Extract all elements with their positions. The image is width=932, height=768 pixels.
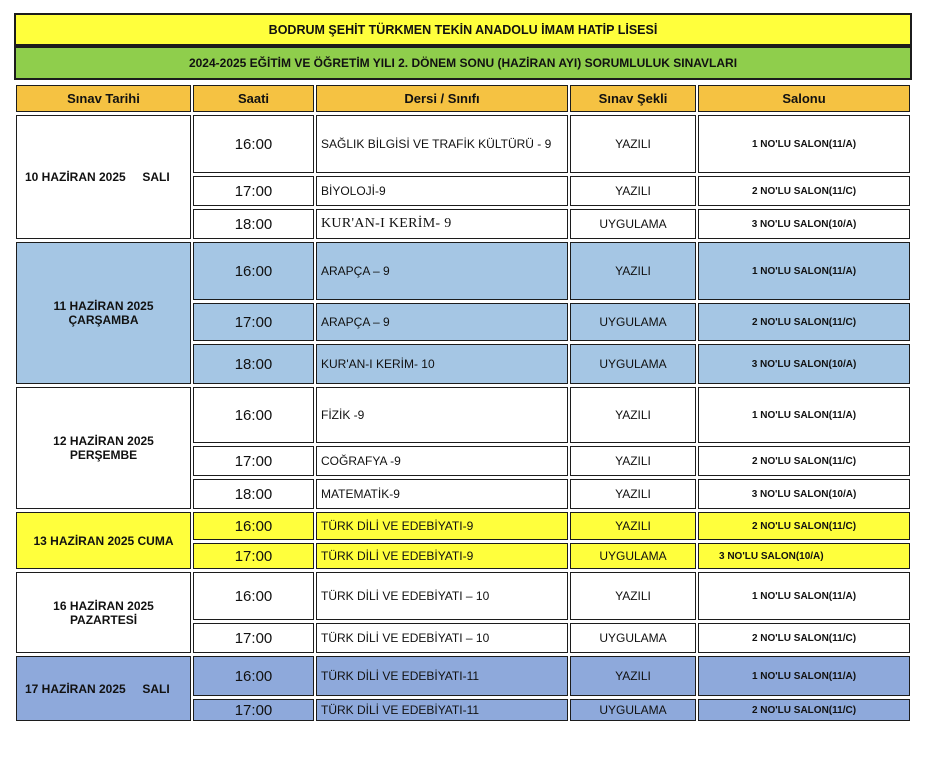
exam-time: 16:00 [193, 242, 314, 300]
exam-time: 17:00 [193, 446, 314, 476]
exam-room: 2 NO'LU SALON(11/C) [698, 176, 910, 206]
exam-time: 18:00 [193, 344, 314, 384]
table-row [16, 572, 910, 620]
exam-date: 16 HAZİRAN 2025 [53, 598, 154, 613]
table-header-row [16, 85, 910, 112]
exam-room: 3 NO'LU SALON(10/A) [698, 209, 910, 239]
exam-type: YAZILI [570, 512, 696, 540]
exam-room: 2 NO'LU SALON(11/C) [698, 303, 910, 341]
exam-type: YAZILI [570, 242, 696, 300]
exam-time: 16:00 [193, 115, 314, 173]
exam-room: 1 NO'LU SALON(11/A) [698, 656, 910, 696]
table-row [16, 387, 910, 443]
exam-time: 17:00 [193, 303, 314, 341]
exam-room: 1 NO'LU SALON(11/A) [698, 242, 910, 300]
exam-course: TÜRK DİLİ VE EDEBİYATI-9 [316, 543, 568, 569]
exam-type: YAZILI [570, 572, 696, 620]
exam-type: UYGULAMA [570, 303, 696, 341]
exam-type: UYGULAMA [570, 623, 696, 653]
exam-room: 3 NO'LU SALON(10/A) [698, 344, 910, 384]
table-row [16, 115, 910, 173]
exam-date-cell [16, 115, 191, 239]
exam-type: YAZILI [570, 176, 696, 206]
exam-time: 17:00 [193, 623, 314, 653]
exam-course: FİZİK -9 [316, 387, 568, 443]
exam-day: ÇARŞAMBA [68, 313, 139, 327]
document-title: BODRUM ŞEHİT TÜRKMEN TEKİN ANADOLU İMAM HATİP LİSESİ [14, 13, 912, 46]
exam-room: 2 NO'LU SALON(11/C) [698, 512, 910, 540]
exam-date-cell [16, 656, 191, 721]
table-row [16, 512, 910, 540]
exam-date-cell [16, 512, 191, 569]
exam-date-cell [16, 572, 191, 653]
exam-time: 17:00 [193, 699, 314, 721]
exam-date-cell [16, 387, 191, 509]
exam-time: 18:00 [193, 209, 314, 239]
exam-date: 10 HAZİRAN 2025 SALI [25, 170, 170, 184]
exam-date: 17 HAZİRAN 2025 SALI [25, 681, 170, 696]
exam-course: KUR'AN-I KERİM- 10 [316, 344, 568, 384]
table-row [16, 242, 910, 300]
exam-schedule-table [14, 82, 912, 724]
exam-type: UYGULAMA [570, 209, 696, 239]
exam-course: MATEMATİK-9 [316, 479, 568, 509]
exam-course: TÜRK DİLİ VE EDEBİYATI – 10 [316, 623, 568, 653]
exam-date: 12 HAZİRAN 2025 [53, 434, 154, 448]
exam-course: ARAPÇA – 9 [316, 242, 568, 300]
exam-time: 18:00 [193, 479, 314, 509]
exam-type: YAZILI [570, 656, 696, 696]
exam-course: TÜRK DİLİ VE EDEBİYATI-11 [316, 656, 568, 696]
exam-type: UYGULAMA [570, 344, 696, 384]
exam-type: YAZILI [570, 479, 696, 509]
exam-room: 2 NO'LU SALON(11/C) [698, 623, 910, 653]
exam-course: ARAPÇA – 9 [316, 303, 568, 341]
column-header-room: Salonu [698, 85, 910, 112]
exam-time: 16:00 [193, 387, 314, 443]
exam-course: COĞRAFYA -9 [316, 446, 568, 476]
exam-course: SAĞLIK BİLGİSİ VE TRAFİK KÜLTÜRÜ - 9 [316, 115, 568, 173]
exam-date: 13 HAZİRAN 2025 CUMA [33, 533, 174, 548]
exam-time: 16:00 [193, 572, 314, 620]
column-header-exam-type: Sınav Şekli [570, 85, 696, 112]
exam-course: TÜRK DİLİ VE EDEBİYATI – 10 [316, 572, 568, 620]
exam-type: YAZILI [570, 387, 696, 443]
column-header-date: Sınav Tarihi [16, 85, 191, 112]
exam-time: 16:00 [193, 656, 314, 696]
exam-day: PAZARTESİ [69, 612, 138, 627]
exam-room: 3 NO'LU SALON(10/A) [698, 543, 910, 569]
document-subtitle: 2024-2025 EĞİTİM VE ÖĞRETİM YILI 2. DÖNEM SONU (HAZİRAN AYI) SORUMLULUK SINAVLARI [14, 46, 912, 80]
exam-date-cell [16, 242, 191, 384]
exam-date: 11 HAZİRAN 2025 [53, 299, 154, 313]
exam-type: YAZILI [570, 115, 696, 173]
exam-room: 1 NO'LU SALON(11/A) [698, 115, 910, 173]
exam-course: TÜRK DİLİ VE EDEBİYATI-11 [316, 699, 568, 721]
exam-room: 2 NO'LU SALON(11/C) [698, 699, 910, 721]
exam-room: 2 NO'LU SALON(11/C) [698, 446, 910, 476]
exam-type: YAZILI [570, 446, 696, 476]
exam-type: UYGULAMA [570, 543, 696, 569]
exam-time: 17:00 [193, 543, 314, 569]
exam-time: 16:00 [193, 512, 314, 540]
exam-course: TÜRK DİLİ VE EDEBİYATI-9 [316, 512, 568, 540]
exam-course: BİYOLOJİ-9 [316, 176, 568, 206]
exam-time: 17:00 [193, 176, 314, 206]
column-header-time: Saati [193, 85, 314, 112]
exam-room: 1 NO'LU SALON(11/A) [698, 387, 910, 443]
exam-type: UYGULAMA [570, 699, 696, 721]
exam-room: 1 NO'LU SALON(11/A) [698, 572, 910, 620]
column-header-course: Dersi / Sınıfı [316, 85, 568, 112]
exam-day: PERŞEMBE [69, 448, 138, 462]
exam-room: 3 NO'LU SALON(10/A) [698, 479, 910, 509]
table-row [16, 656, 910, 696]
exam-course: KUR'AN-I KERİM- 9 [316, 209, 568, 239]
